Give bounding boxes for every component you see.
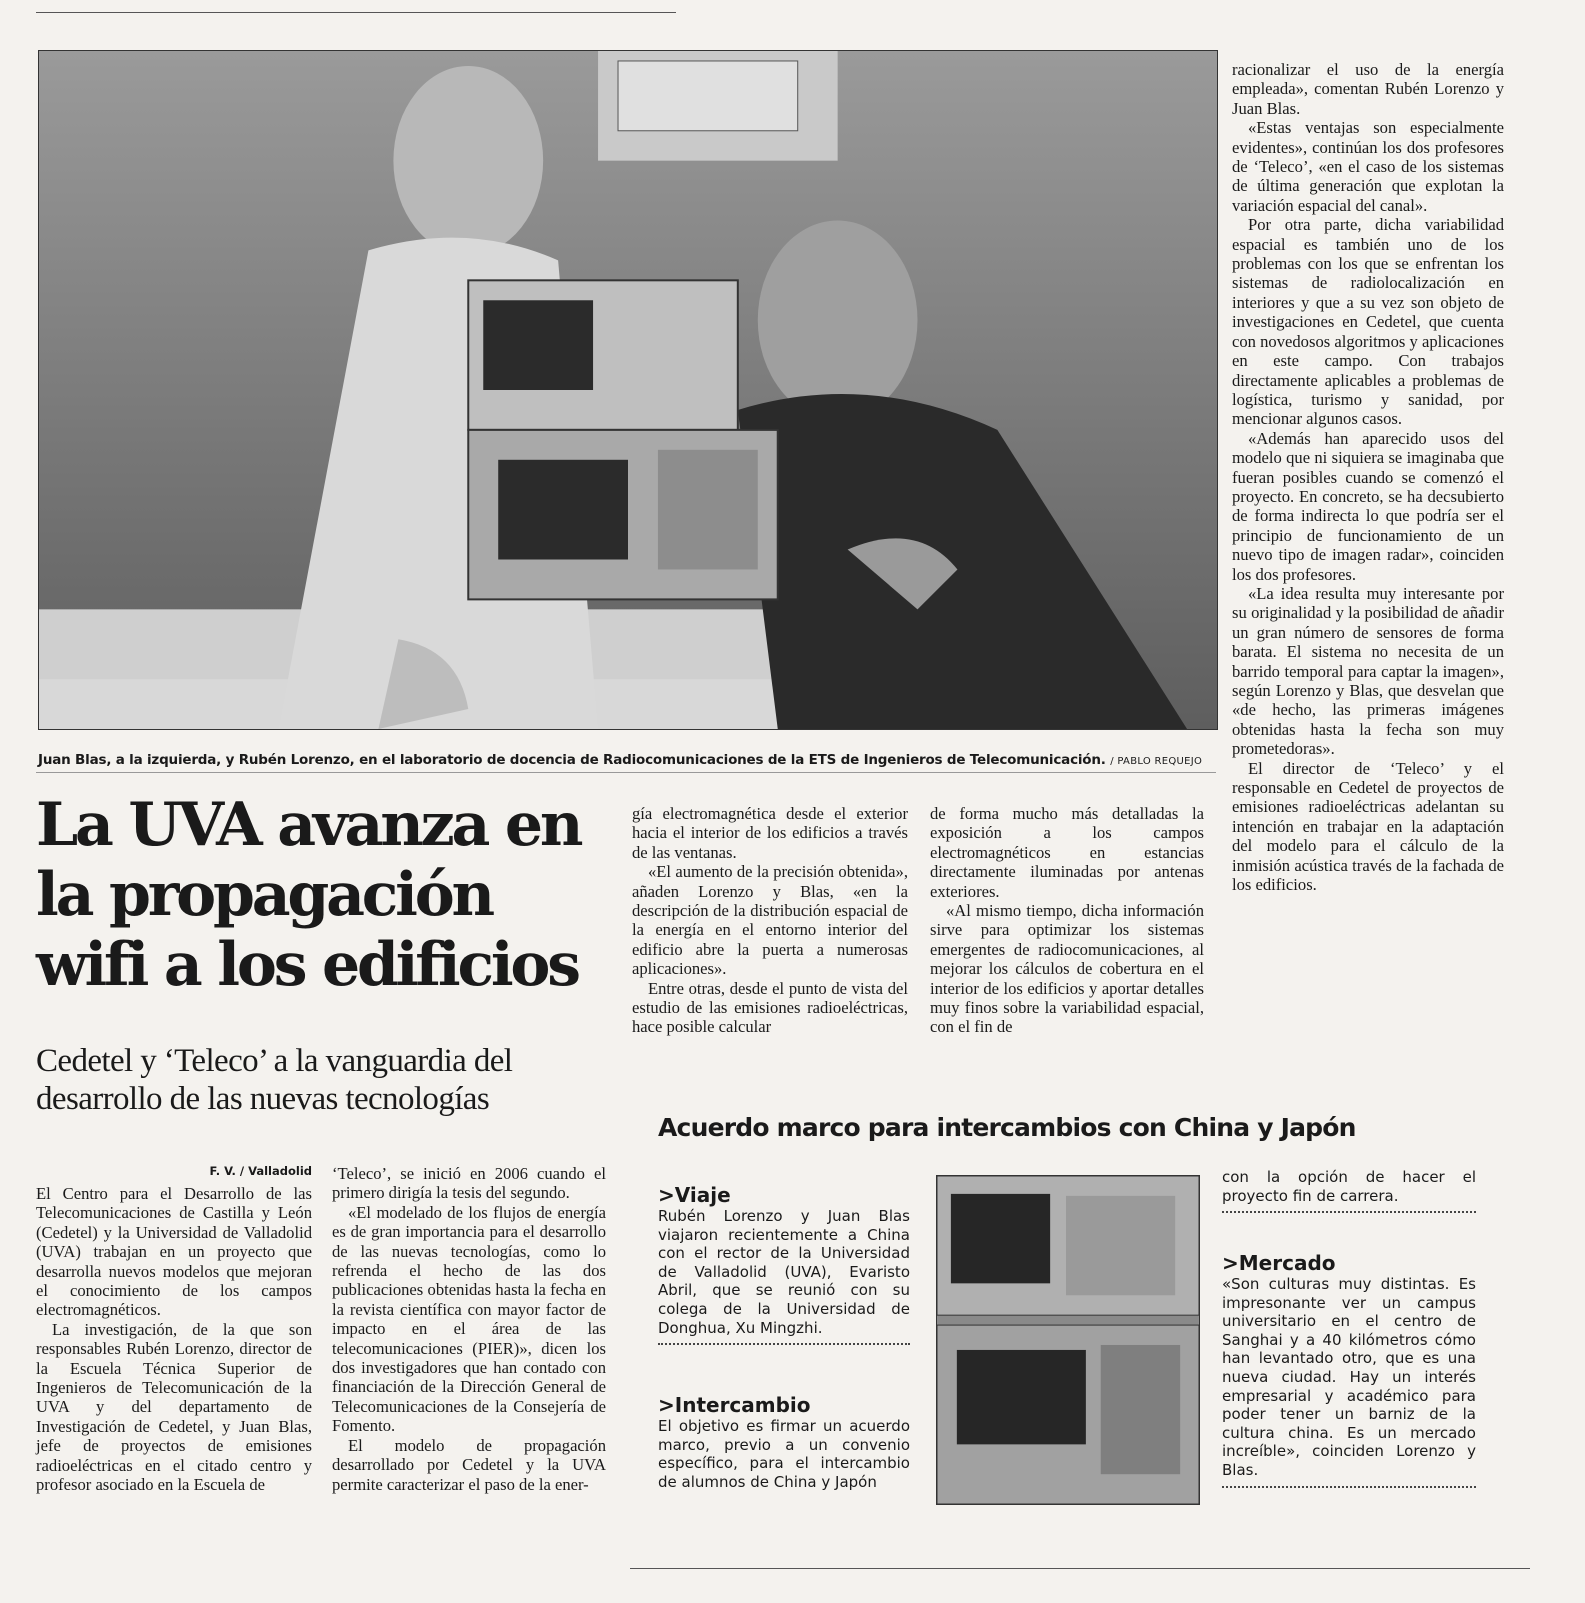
section-text: con la opción de hacer el proyecto fin de carrera. xyxy=(1222,1168,1476,1205)
paragraph: Entre otras, desde el punto de vista del estudio de las emisiones radioeléctricas, hace posible calcular xyxy=(632,978,908,1037)
dotted-divider xyxy=(1222,1486,1476,1488)
section-text: Rubén Lorenzo y Juan Blas viajaron recientemente a China con el rector de la Universidad de Valladolid (UVA), Evaristo Abril, que se reunió con su colega de la Universidad de Donghua, Xu Mingzhi. xyxy=(658,1207,910,1337)
caption-rule xyxy=(36,772,1216,773)
article-column-3 xyxy=(632,804,908,1037)
photo-caption xyxy=(38,752,1218,768)
paragraph: El modelo de propagación desarrollado por Cedetel y la UVA permite caracterizar el paso de la ener- xyxy=(332,1435,606,1494)
paragraph: El director de ‘Teleco’ y el responsable en Cedetel de proyectos de emisiones radioeléctricas adelantan su intención en trabajar en la adaptación del modelo para el cálculo de la inmisión acústica través de la fachada de los edificios. xyxy=(1232,758,1504,895)
sidebar-intercambio-cont xyxy=(1222,1168,1476,1213)
section-heading: >Mercado xyxy=(1222,1251,1336,1275)
paragraph: gía electromagnética desde el exterior hacia el interior de los edificios a través de las ventanas. xyxy=(632,804,908,862)
sidebar-photo xyxy=(936,1175,1200,1505)
section-heading: >Viaje xyxy=(658,1183,731,1207)
main-photo xyxy=(38,50,1218,730)
bottom-rule xyxy=(630,1568,1530,1569)
dotted-divider xyxy=(658,1343,910,1345)
dotted-divider xyxy=(1222,1211,1476,1213)
section-heading: >Intercambio xyxy=(658,1393,811,1417)
paragraph: El Centro para el Desarrollo de las Telecomunicaciones de Castilla y León (Cedetel) y la Universidad de Valladolid (UVA) trabajan en un proyecto que desarrolla nuevos modelos que mejoran el conocimiento de los campos electromagnéticos. xyxy=(36,1184,312,1320)
sidebar-title: Acuerdo marco para intercambios con China y Japón xyxy=(658,1113,1356,1142)
paragraph: «Estas ventajas son especialmente evidentes», continúan los dos profesores de ‘Teleco’, «en el caso de los sistemas de última generación que explotan la variación espacial del canal». xyxy=(1232,118,1504,215)
top-rule xyxy=(36,12,676,13)
section-text: El objetivo es firmar un acuerdo marco, previo a un convenio específico, para el intercambio de alumnos de China y Japón xyxy=(658,1417,910,1491)
article-column-5 xyxy=(1232,60,1504,894)
byline: F. V. / Valladolid xyxy=(209,1164,312,1178)
paragraph: racionalizar el uso de la energía empleada», comentan Rubén Lorenzo y Juan Blas. xyxy=(1232,60,1504,118)
sidebar-mercado xyxy=(1222,1252,1476,1488)
paragraph: «El modelado de los flujos de energía es de gran importancia para el desarrollo de las nuevas tecnologías, como lo refrenda el hecho de las dos publicaciones obtenidas hasta la fecha en la revista científica con mayor factor de impacto en el área de las telecomunicaciones (PIER)», dicen los dos investigadores que han contado con financiación de la Dirección General de Telecomunicaciones de la Consejería de Fomento. xyxy=(332,1202,606,1436)
section-text: «Son culturas muy distintas. Es impresonante ver un campus universitario en el centro de Sanghai y a 40 kilómetros cómo han levantado otro, que es una nueva ciudad. Hay un interés empresarial y académico para poder tener un barniz de la cultura china. Es un mercado increíble», coinciden Lorenzo y Blas. xyxy=(1222,1275,1476,1479)
caption-text: Juan Blas, a la izquierda, y Rubén Lorenzo, en el laboratorio de docencia de Radiocomunicaciones de la ETS de Ingenieros de Telecomunicación. xyxy=(38,752,1106,768)
article-column-4 xyxy=(930,804,1204,1037)
paragraph: ‘Teleco’, se inició en 2006 cuando el primero dirigía la tesis del segundo. xyxy=(332,1164,606,1203)
sidebar-intercambio xyxy=(658,1394,910,1491)
sidebar-viaje xyxy=(658,1184,910,1345)
subheadline: Cedetel y ‘Teleco’ a la vanguardia del desarrollo de las nuevas tecnologías xyxy=(36,1043,513,1117)
paragraph: La investigación, de la que son responsables Rubén Lorenzo, director de la Escuela Técnica Superior de Ingenieros de Telecomunicación de la UVA y del departamento de Investigación de Cedetel, y Juan Blas, jefe de proyectos de emisiones radioeléctricas en el citado centro y profesor asociado en la Escuela de xyxy=(36,1319,312,1495)
paragraph: «Además han aparecido usos del modelo que ni siquiera se imaginaba que fueran posibles cuando se comenzó el proyecto. En concreto, se ha decsubierto de forma indirecta lo que podría ser el principio de funcionamiento de un nuevo tipo de imagen radar», coinciden los dos profesores. xyxy=(1232,428,1504,584)
photo-credit: / PABLO REQUEJO xyxy=(1110,756,1203,767)
article-column-2 xyxy=(332,1164,606,1494)
paragraph: de forma mucho más detalladas la exposición a los campos electromagnéticos en estancias directamente iluminadas por antenas exteriores. xyxy=(930,804,1204,901)
paragraph: «La idea resulta muy interesante por su originalidad y la posibilidad de añadir un gran número de sensores de forma barata. El sistema no necesita de un barrido temporal para captar la imagen», según Lorenzo y Blas, que desvelan que «de hecho, las primeras imágenes obtenidas hasta la fecha son muy prometedoras». xyxy=(1232,583,1504,759)
paragraph: «El aumento de la precisión obtenida», añaden Lorenzo y Blas, «en la descripción de la distribución espacial de la energía en el entorno interior del edificio abre la puerta a numerosas aplicaciones». xyxy=(632,862,908,979)
paragraph: Por otra parte, dicha variabilidad espacial es también uno de los problemas con los que se enfrentan los sistemas de radiolocalización en interiores y que a su vez son objeto de investigaciones en Cedetel, que cuenta con novedosos algoritmos y aplicaciones en este campo. Con trabajos directamente aplicables a problemas de logística, turismo y sanidad, por mencionar algunos casos. xyxy=(1232,215,1504,429)
headline: La UVA avanza en la propagación wifi a los edificios xyxy=(36,790,581,1000)
article-column-1 xyxy=(36,1184,312,1495)
paragraph: «Al mismo tiempo, dicha información sirve para optimizar los sistemas emergentes de radiocomunicaciones, al mejorar los cálculos de cobertura en el interior de los edificios y aportar detalles muy finos sobre la variabilidad espacial, con el fin de xyxy=(930,901,1204,1037)
